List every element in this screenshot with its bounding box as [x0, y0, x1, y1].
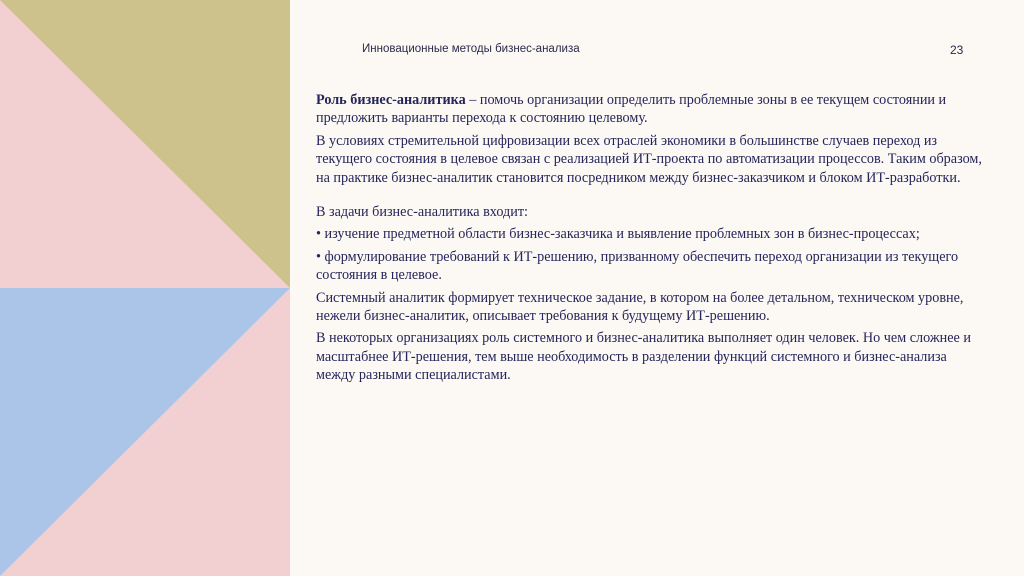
bullet-item-requirements: • формулирование требований к ИТ-решению, призванному обеспечить переход организации из текущего состояния в целевое.: [316, 248, 959, 284]
role-description: – помочь организации определить проблемные зоны в ее текущем состоянии и предложить варианты перехода к состоянию целевому.: [316, 92, 947, 127]
page-number: 23: [950, 43, 964, 57]
paragraph-digitalization: В условиях стремительной цифровизации всех отраслей экономики в большинстве случаев переход из текущего состояния в целевое связан с реализацией ИТ-проекта по автоматизации процессов. Таким образом, на практике бизнес-аналитик становится посредником между бизнес-заказчиком и блоком ИТ-разработки.: [316, 132, 982, 186]
paragraph-combined-role: В некоторых организациях роль системного и бизнес-аналитика выполняет один человек. Но чем сложнее и масштабнее ИТ-решения, тем выше необходимость в разделении функций системного и бизнес-анализа между разными специалистами.: [316, 330, 971, 384]
paragraph-tasks-intro: В задачи бизнес-аналитика входит:: [316, 204, 529, 221]
bullet-item-study-domain: • изучение предметной области бизнес-заказчика и выявление проблемных зон в бизнес-процессах;: [316, 226, 920, 243]
paragraph-system-analyst: Системный аналитик формирует техническое задание, в котором на более детальном, техническом уровне, нежели бизнес-аналитик, описывает требования к будущему ИТ-решению.: [316, 289, 964, 325]
slide-header-title: Инновационные методы бизнес-анализа: [362, 43, 580, 55]
decorative-triangles: [0, 0, 290, 576]
paragraph-role: [316, 91, 988, 128]
slide-body-text: [316, 91, 988, 389]
role-heading: Роль бизнес-аналитика: [316, 92, 466, 108]
